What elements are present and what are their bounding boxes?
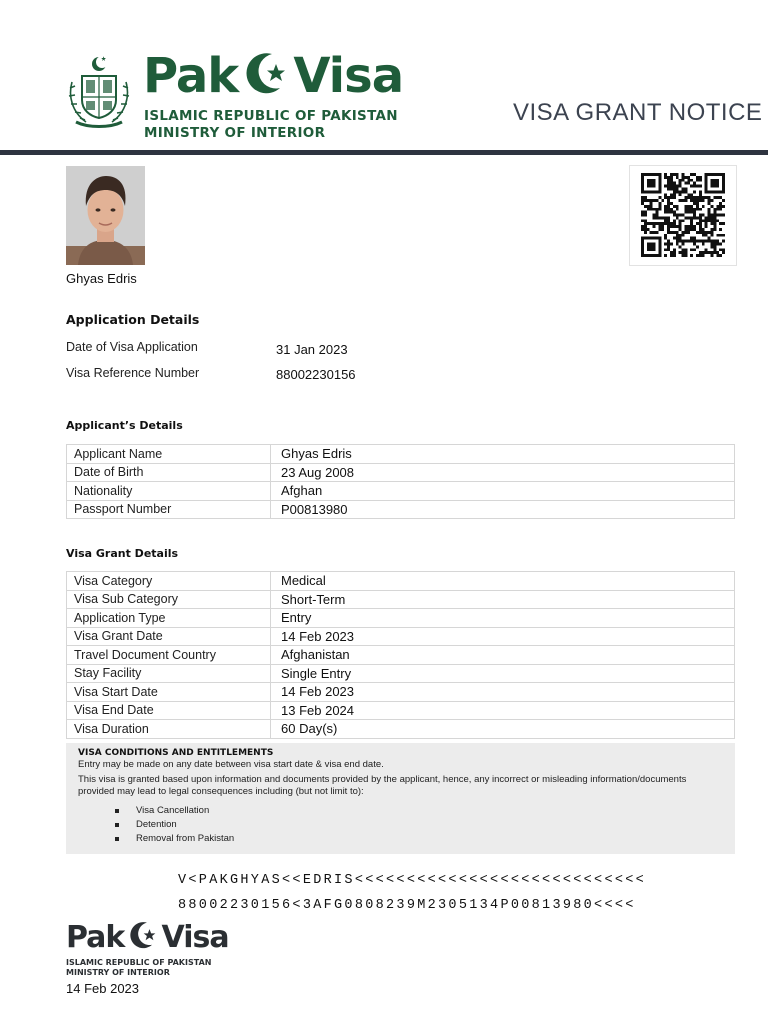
qr-code-icon [638, 173, 728, 257]
application-details-title: Application Details [66, 312, 200, 327]
footer-org-line-2: MINISTRY OF INTERIOR [66, 968, 170, 977]
org-line-1: ISLAMIC REPUBLIC OF PAKISTAN [144, 108, 398, 124]
app-detail-label: Date of Visa Application [66, 340, 198, 354]
applicant-details-table [66, 444, 735, 519]
app-detail-value: 31 Jan 2023 [276, 342, 348, 357]
list-item: Detention [78, 818, 723, 832]
photo-caption-name: Ghyas Edris [66, 271, 137, 286]
table-cell-value: Single Entry [271, 664, 735, 683]
table-cell-label: Visa Category [67, 572, 271, 591]
footer-logo-text-visa: Visa [161, 920, 229, 955]
footer-logo [66, 920, 229, 955]
table-cell-label: Applicant Name [67, 445, 271, 464]
org-line-2: MINISTRY OF INTERIOR [144, 125, 326, 141]
table-row [67, 609, 735, 628]
conditions-list [78, 804, 723, 846]
conditions-line-1: Entry may be made on any date between visa start date & visa end date. [78, 759, 384, 770]
table-row [67, 683, 735, 702]
header-divider [0, 150, 768, 155]
applicant-details-title: Applicant’s Details [66, 419, 183, 432]
table-cell-value: Entry [271, 609, 735, 628]
table-row [67, 445, 735, 464]
crescent-star-icon [130, 920, 156, 950]
table-cell-value: 14 Feb 2023 [271, 683, 735, 702]
table-cell-value: Afghan [271, 482, 735, 501]
notice-title: VISA GRANT NOTICE [513, 99, 763, 126]
table-cell-label: Travel Document Country [67, 646, 271, 665]
table-cell-label: Visa Duration [67, 720, 271, 739]
conditions-line-2: This visa is granted based upon information and documents provided by the applicant, hence, any incorrect or misleading information/documents provided may lead to legal consequences including (but not limit to): [78, 774, 687, 797]
applicant-photo [66, 166, 145, 265]
pakvisa-logo [143, 48, 403, 104]
table-row [67, 720, 735, 739]
table-row [67, 572, 735, 591]
table-cell-value: 60 Day(s) [271, 720, 735, 739]
footer-date: 14 Feb 2023 [66, 981, 140, 996]
conditions-title: VISA CONDITIONS AND ENTITLEMENTS [78, 748, 274, 758]
state-emblem-icon [64, 52, 134, 130]
header [0, 0, 768, 160]
crescent-star-icon [246, 50, 286, 96]
table-cell-label: Visa Start Date [67, 683, 271, 702]
table-cell-label: Visa End Date [67, 701, 271, 720]
table-cell-label: Visa Grant Date [67, 627, 271, 646]
table-row [67, 463, 735, 482]
grant-details-table [66, 571, 735, 739]
table-row [67, 646, 735, 665]
app-detail-value: 88002230156 [276, 367, 356, 382]
footer-logo-text-pak: Pak [66, 920, 125, 955]
mrz-line-1: V<PAKGHYAS<<EDRIS<<<<<<<<<<<<<<<<<<<<<<<<<<<< [178, 873, 647, 888]
table-cell-value: Short-Term [271, 590, 735, 609]
table-row [67, 701, 735, 720]
table-cell-label: Passport Number [67, 500, 271, 519]
table-cell-label: Nationality [67, 482, 271, 501]
table-cell-label: Application Type [67, 609, 271, 628]
table-cell-value: Afghanistan [271, 646, 735, 665]
logo-text-pak: Pak [143, 48, 239, 104]
footer-org-line-1: ISLAMIC REPUBLIC OF PAKISTAN [66, 958, 212, 967]
table-cell-label: Visa Sub Category [67, 590, 271, 609]
table-row [67, 590, 735, 609]
logo-text-visa: Visa [293, 48, 404, 104]
mrz-line-2: 88002230156<3AFG0808239M2305134P00813980<<<< [178, 898, 636, 913]
grant-details-title: Visa Grant Details [66, 547, 179, 560]
visa-conditions-box [66, 743, 735, 854]
table-cell-value: 13 Feb 2024 [271, 701, 735, 720]
table-cell-value: Ghyas Edris [271, 445, 735, 464]
table-row [67, 664, 735, 683]
list-item: Visa Cancellation [78, 804, 723, 818]
app-detail-label: Visa Reference Number [66, 366, 200, 380]
list-item: Removal from Pakistan [78, 832, 723, 846]
table-cell-value: 14 Feb 2023 [271, 627, 735, 646]
table-cell-label: Stay Facility [67, 664, 271, 683]
table-row [67, 482, 735, 501]
table-cell-value: P00813980 [271, 500, 735, 519]
table-cell-label: Date of Birth [67, 463, 271, 482]
table-row [67, 500, 735, 519]
qr-code-frame [629, 165, 737, 266]
table-cell-value: Medical [271, 572, 735, 591]
table-row [67, 627, 735, 646]
table-cell-value: 23 Aug 2008 [271, 463, 735, 482]
